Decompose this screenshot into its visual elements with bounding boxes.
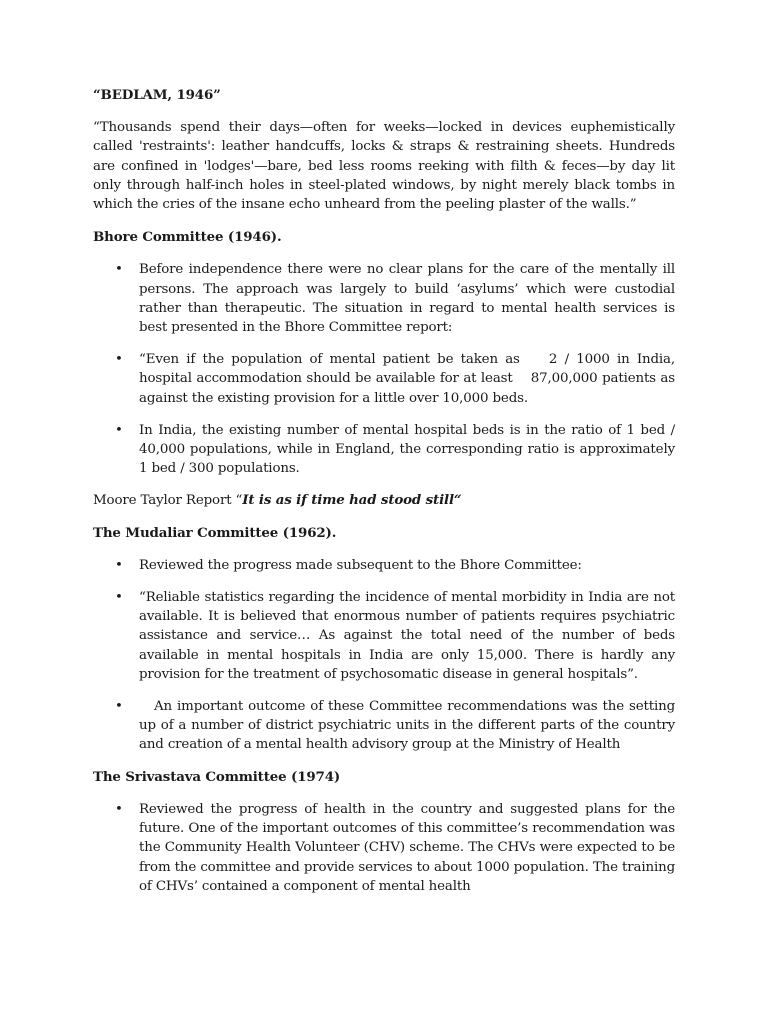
intro-quote: “Thousands spend their days—often for weeks—locked in devices euphemistically called 'restraints': leather handcuffs, locks & straps & restraining sheets. Hundreds are confined in 'lodges'—bare, bed less rooms reeking with filth & feces—by day lit only through half-inch holes in steel-plated windows, by night merely black tombs in which the cries of the insane echo unheard from the peeling plaster of the walls.” <box>93 120 675 213</box>
bullet-icon: • <box>115 801 123 817</box>
moore-emphasis: It is as if time had stood still“ <box>242 492 462 509</box>
bullet-icon: • <box>115 422 123 438</box>
document-title: “BEDLAM, 1946” <box>93 87 221 103</box>
moore-prefix: Moore Taylor Report “ <box>93 493 243 509</box>
srivastava-bullet-list <box>93 800 675 896</box>
bullet-icon: • <box>115 352 123 368</box>
moore-taylor-report-line <box>93 491 675 510</box>
list-item <box>93 350 680 408</box>
document-body <box>93 86 708 909</box>
list-item-text: Reviewed the progress made subsequent to the Bhore Committee: <box>139 557 582 573</box>
list-item-text: Before independence there were no clear plans for the care of the mentally ill persons. The approach was largely to build ‘asylums’ which were custodial rather than therapeutic. The situation in regard to mental health services is best presented in the Bhore Committee report: <box>139 262 675 336</box>
mudaliar-bullet-list <box>93 556 680 755</box>
list-item-text: In India, the existing number of mental hospital beds is in the ratio of 1 bed / 40,000 populations, while in England, the corresponding ratio is approximately 1 bed / 300 populations. <box>139 422 708 477</box>
list-item <box>93 421 708 479</box>
bhore-bullet-list <box>93 260 708 478</box>
section-heading-bhore: Bhore Committee (1946). <box>93 229 282 246</box>
list-item <box>93 800 675 896</box>
list-item <box>93 588 675 684</box>
section-heading-srivastava: The Srivastava Committee (1974) <box>93 768 341 785</box>
list-item-text: Reviewed the progress of health in the country and suggested plans for the future. One of the important outcomes of this committee’s recommendation was the Community Health Volunteer (CHV) scheme. The CHVs were expected to be from the committee and provide services to about 1000 population. The training of CHVs’ contained a component of mental health <box>139 801 675 894</box>
list-item <box>93 260 675 337</box>
bullet-icon: • <box>115 557 123 573</box>
list-item <box>93 556 675 575</box>
list-item <box>93 697 680 755</box>
list-item-text: “Reliable statistics regarding the incidence of mental morbidity in India are not available. It is believed that enormous number of patients requires psychiatric assistance and service… As against the total need of the number of beds available in mental hospitals in India are only 15,000. There is hardly any provision for the treatment of psychosomatic disease in general hospitals”. <box>139 590 675 682</box>
bullet-icon: • <box>115 699 123 715</box>
list-item-text: “Even if the population of mental patient be taken as 2 / 1000 in India, hospital accommodation should be available for at least 87,00,000 patients as against the existing provision for a little over 10,000 beds. <box>139 352 680 406</box>
list-item-text: An important outcome of these Committee recommendations was the setting up of a number of district psychiatric units in the different parts of the country and creation of a mental health advisory group at the Ministry of Health <box>139 699 680 753</box>
bullet-icon: • <box>115 590 123 606</box>
bullet-icon: • <box>115 262 123 278</box>
section-heading-mudaliar: The Mudaliar Committee (1962). <box>93 524 337 541</box>
